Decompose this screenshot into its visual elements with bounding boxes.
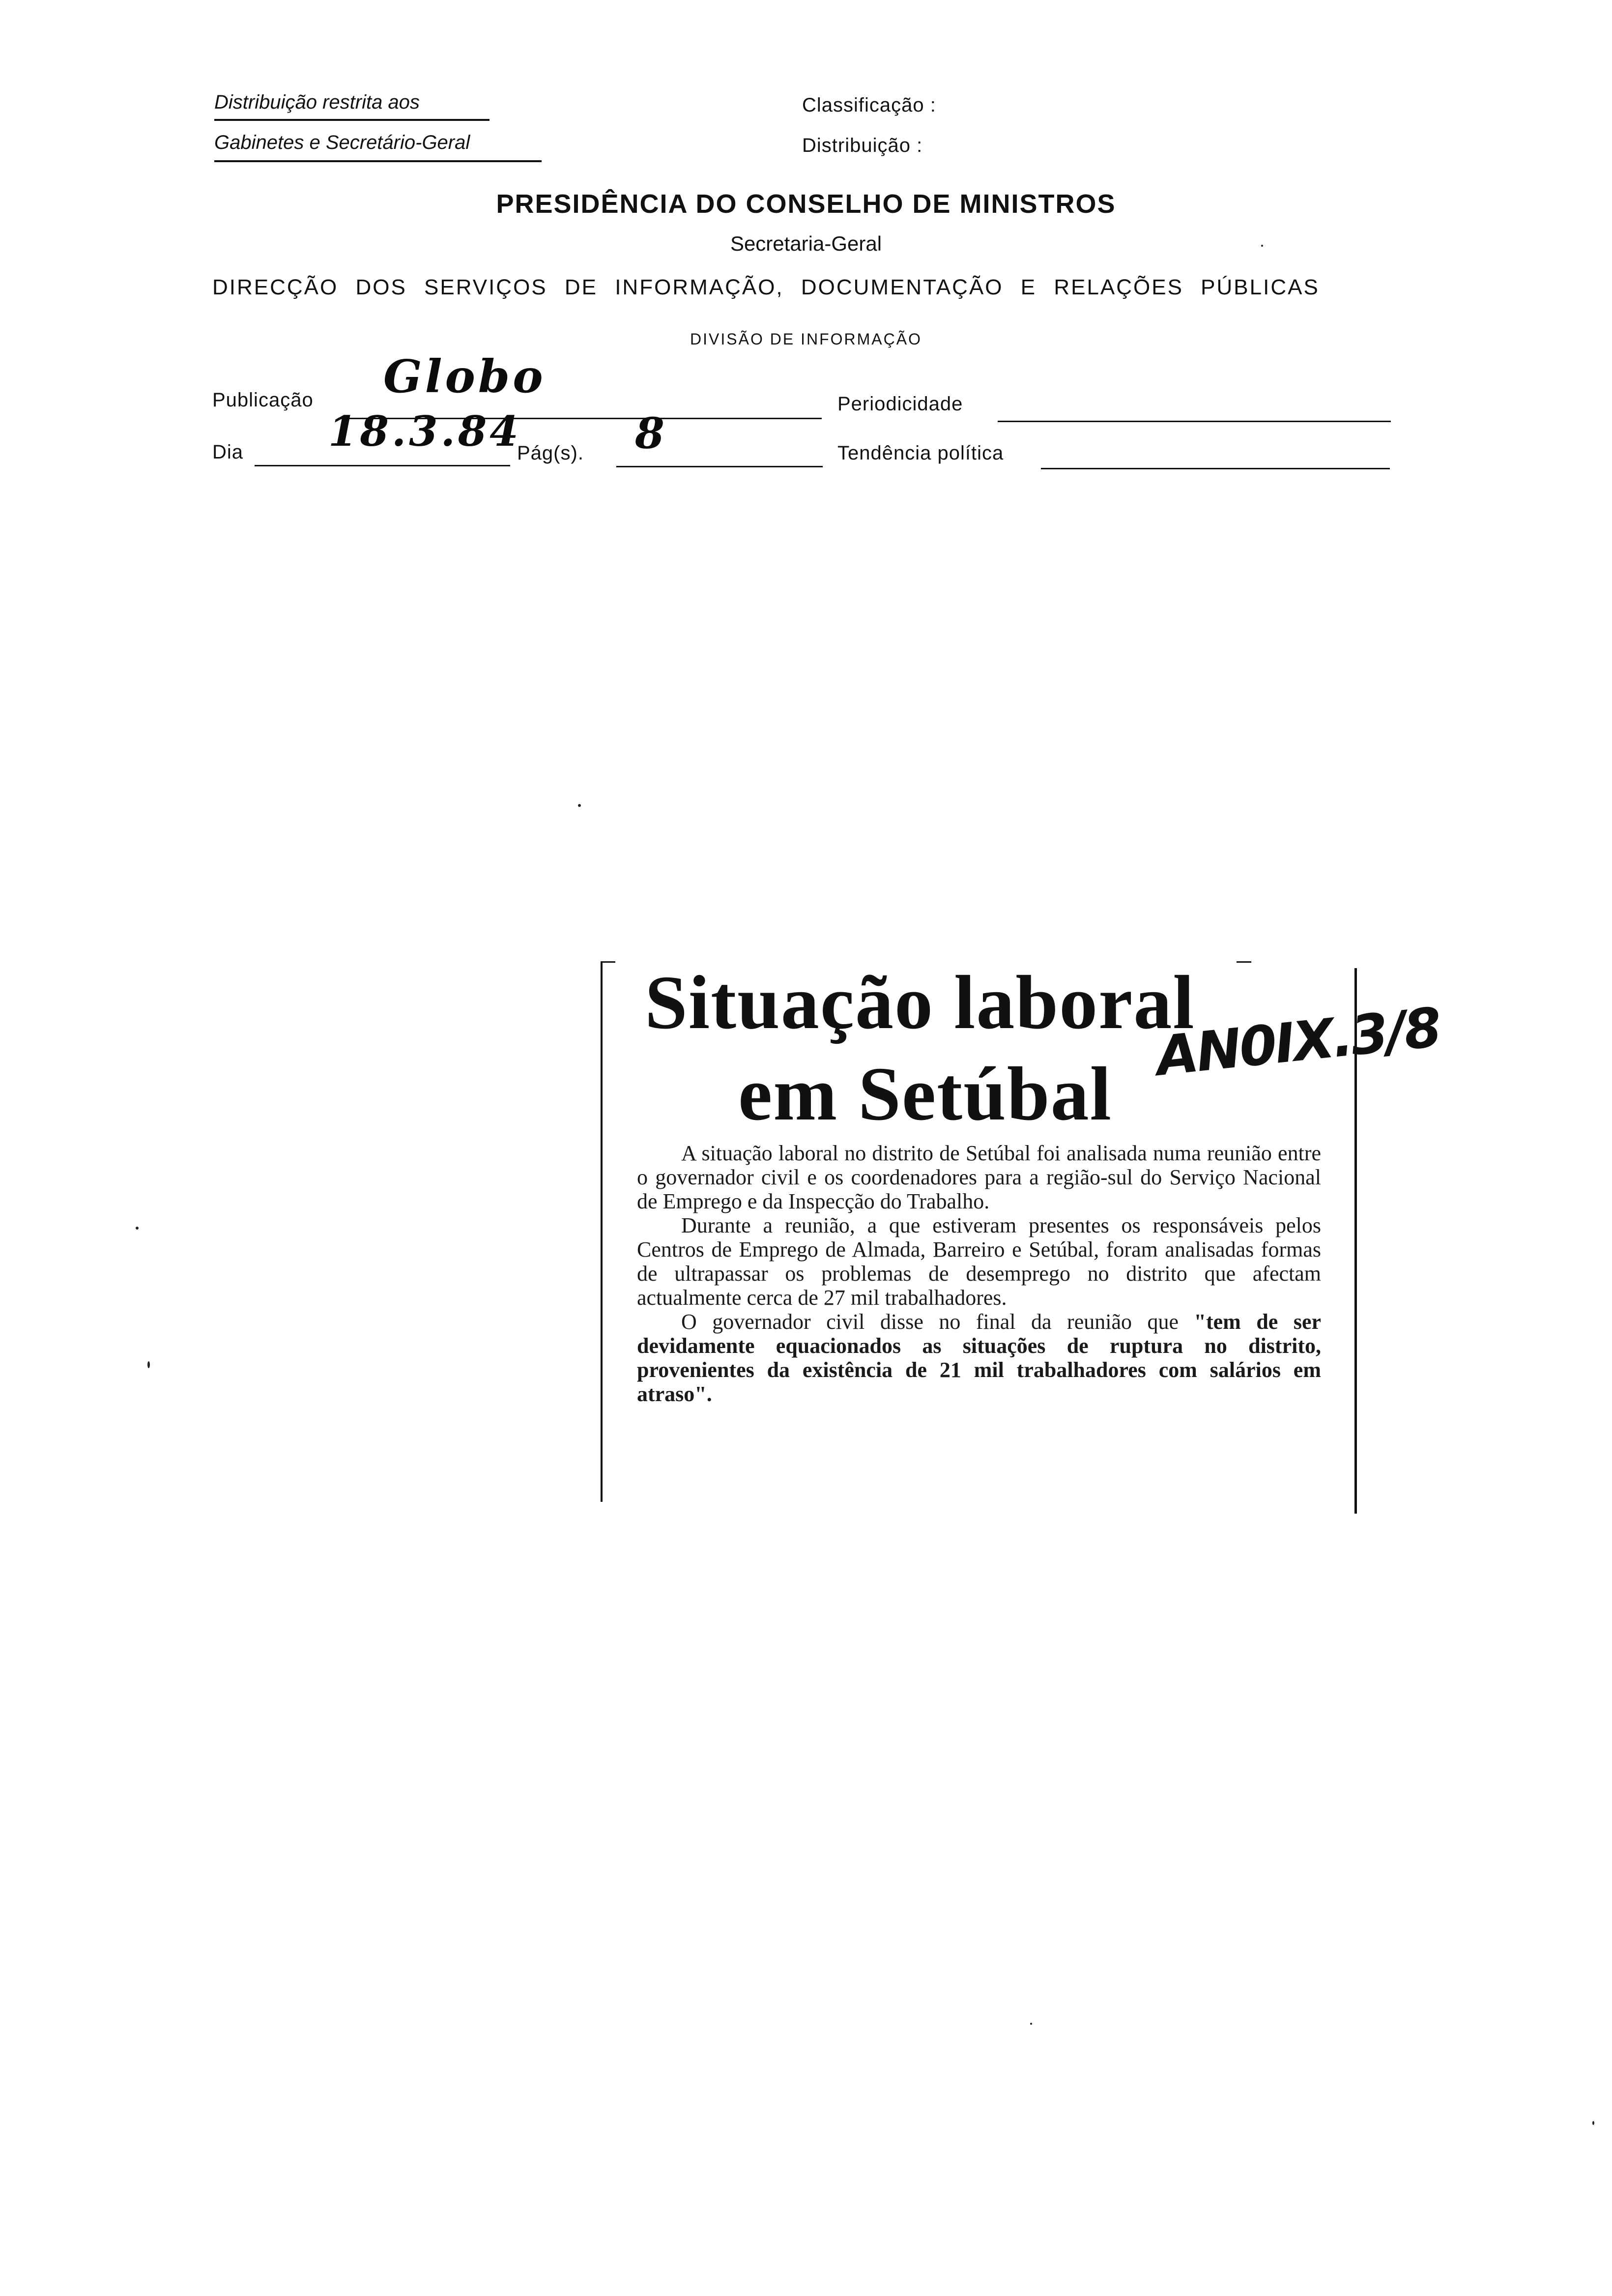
political-tendency-field-line bbox=[1041, 468, 1390, 469]
clipping-headline-line1: Situação laboral bbox=[645, 960, 1195, 1045]
distribution-restriction-line1: Distribuição restrita aos bbox=[214, 91, 420, 113]
pages-handwritten-value: 8 bbox=[635, 409, 667, 459]
classification-label: Classificação : bbox=[802, 94, 936, 116]
division-line: DIVISÃO DE INFORMAÇÃO bbox=[690, 330, 922, 348]
scan-speck bbox=[147, 1361, 150, 1368]
article-paragraph-3 bbox=[637, 1310, 1321, 1406]
day-label: Dia bbox=[212, 441, 244, 463]
periodicity-field-line bbox=[998, 421, 1391, 422]
agency-subtitle: Secretaria-Geral bbox=[730, 232, 882, 255]
scan-speck bbox=[136, 1227, 139, 1230]
article-paragraph-3-quote: "tem de ser devidamente equacionados as situações de ruptura no distrito, provenientes da existência de 21 mil trabalhadores com salários em atraso". bbox=[637, 1310, 1322, 1406]
distribution-label: Distribuição : bbox=[802, 135, 923, 156]
article-paragraph-3-plain: O governador civil disse no final da reunião que bbox=[681, 1310, 1179, 1334]
distribution-underline-1 bbox=[214, 119, 489, 121]
political-tendency-label: Tendência política bbox=[837, 442, 1004, 464]
scan-speck bbox=[1592, 2121, 1594, 2125]
clipping-top-edge-left bbox=[601, 961, 615, 963]
day-handwritten-value: 18.3.84 bbox=[328, 407, 521, 456]
scan-speck bbox=[578, 804, 581, 807]
publication-handwritten-value: Globo bbox=[383, 350, 546, 403]
pages-label: Pág(s). bbox=[517, 442, 584, 464]
pages-field-line bbox=[616, 466, 823, 467]
publication-label: Publicação bbox=[212, 389, 314, 411]
clipping-top-edge-right bbox=[1237, 961, 1251, 963]
scan-speck bbox=[1261, 245, 1263, 247]
day-field-line bbox=[255, 465, 510, 466]
periodicity-label: Periodicidade bbox=[837, 393, 963, 415]
clipping-headline-line2: em Setúbal bbox=[738, 1051, 1112, 1136]
agency-title: PRESIDÊNCIA DO CONSELHO DE MINISTROS bbox=[496, 189, 1116, 219]
clipping-handwritten-annotation: AN0IX.3/8 bbox=[1153, 996, 1443, 1088]
distribution-restriction-line2: Gabinetes e Secretário-Geral bbox=[214, 132, 470, 153]
scan-speck bbox=[1030, 2023, 1032, 2025]
article-paragraph-1: A situação laboral no distrito de Setúbal foi analisada numa reunião entre o governador civil e os coordenadores para a região-sul do Serviço Nacional de Emprego e da Inspecção do Trabalho. bbox=[637, 1141, 1321, 1213]
distribution-underline-2 bbox=[214, 160, 542, 162]
article-paragraph-2: Durante a reunião, a que estiveram presentes os responsáveis pelos Centros de Emprego de Almada, Barreiro e Setúbal, foram analisadas formas de ultrapassar os problemas de desemprego no distrito que afectam actualmente cerca de 27 mil trabalhadores. bbox=[637, 1213, 1321, 1310]
clipping-article-body bbox=[637, 1141, 1321, 1406]
clipping-left-edge bbox=[601, 961, 603, 1502]
directorate-line: DIRECÇÃO DOS SERVIÇOS DE INFORMAÇÃO, DOCUMENTAÇÃO E RELAÇÕES PÚBLICAS bbox=[212, 275, 1320, 299]
